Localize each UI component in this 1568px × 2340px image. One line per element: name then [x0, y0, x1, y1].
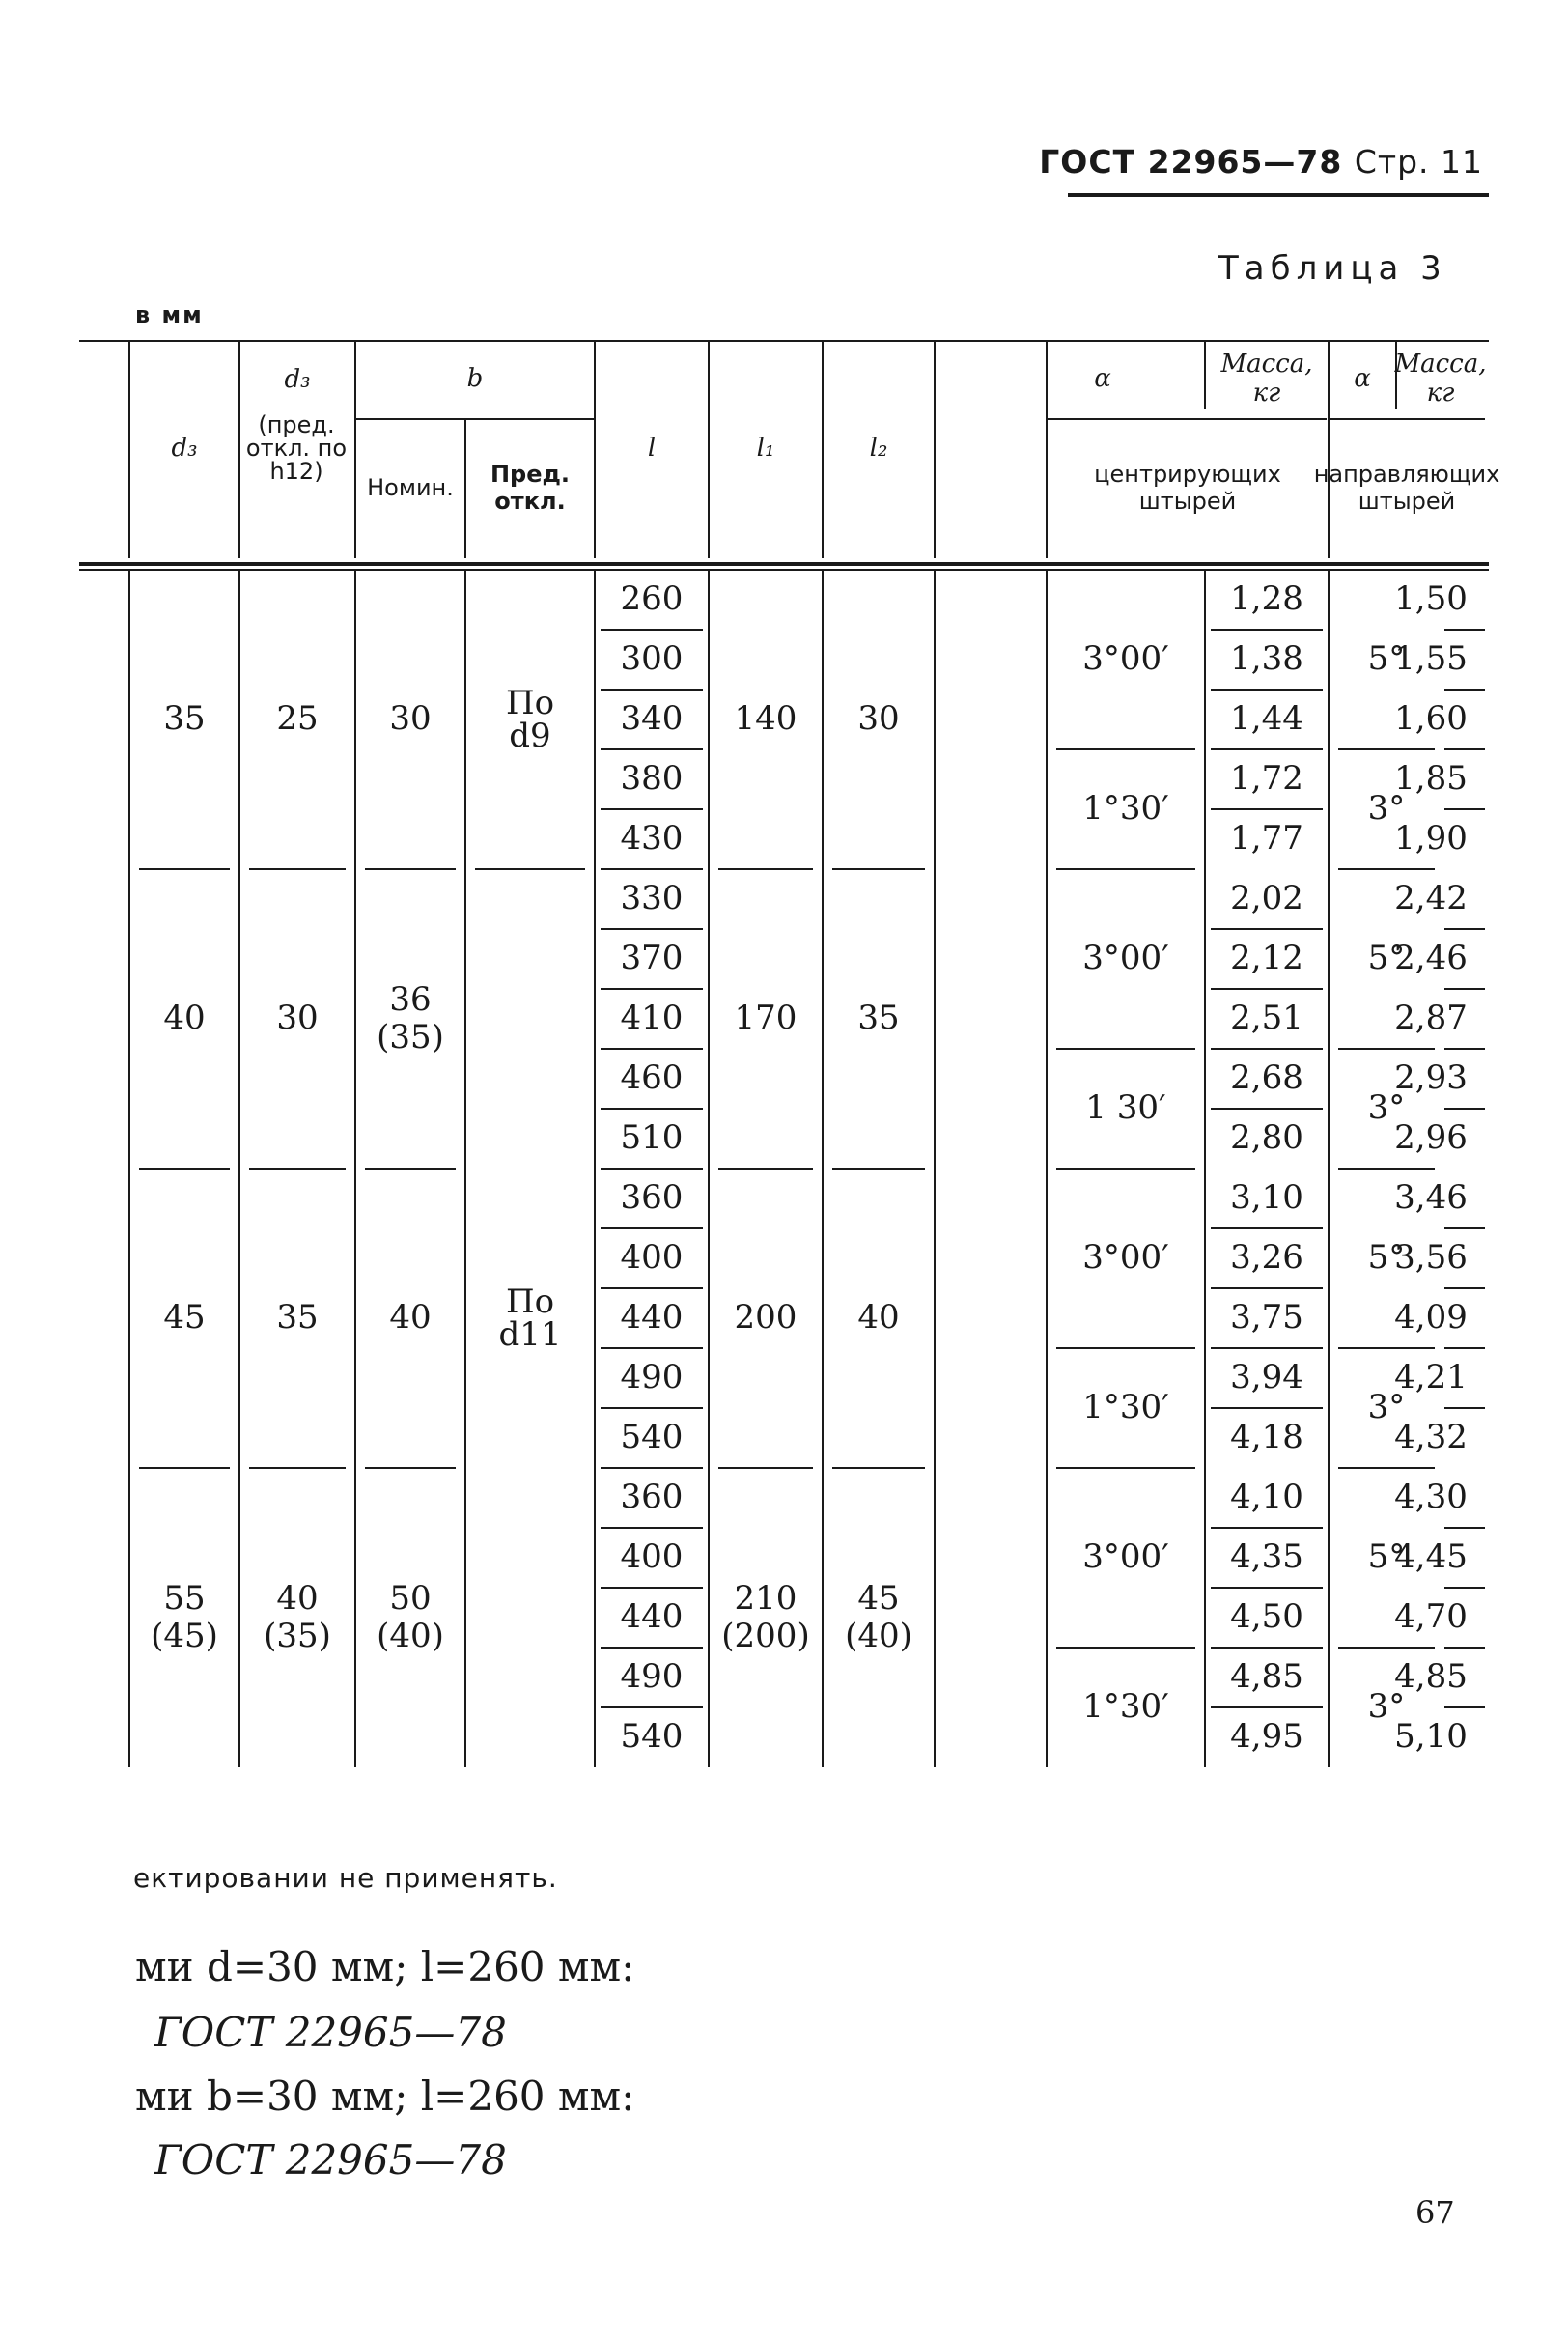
cell-mass-guide: 4,32 — [1394, 1418, 1468, 1457]
cell-d3: 40 (35) — [264, 1578, 331, 1655]
cell-b-dev: По d11 — [498, 1283, 562, 1354]
cell-alpha-center: 1°30′ — [1082, 1388, 1169, 1427]
cell-l: 440 — [620, 1298, 684, 1338]
cell-mass-center: 2,68 — [1230, 1058, 1303, 1098]
cell-d3: 30 — [276, 999, 319, 1038]
cell-alpha-guide: 3° — [1367, 1687, 1406, 1727]
cell-l2: 35 — [857, 999, 900, 1038]
cell-l: 360 — [620, 1178, 684, 1218]
cell-mass-center: 3,94 — [1230, 1358, 1303, 1397]
cell-l: 330 — [620, 879, 684, 918]
cell-mass-center: 1,72 — [1230, 759, 1303, 799]
cell-alpha-guide: 5° — [1367, 1238, 1406, 1278]
cell-mass-guide: 1,50 — [1394, 579, 1468, 619]
cell-l: 380 — [620, 759, 684, 799]
cell-l1: 140 — [734, 699, 798, 739]
cell-alpha-guide: 3° — [1367, 789, 1406, 829]
cell-d2: 35 — [163, 699, 206, 739]
example-2 — [135, 2072, 634, 2120]
cell-l2: 45 (40) — [845, 1578, 912, 1655]
cell-mass-center: 1,38 — [1230, 639, 1303, 679]
cell-alpha-guide: 5° — [1367, 639, 1406, 679]
cell-mass-guide: 4,70 — [1394, 1597, 1468, 1637]
cell-l: 360 — [620, 1478, 684, 1517]
cell-mass-guide: 2,46 — [1394, 939, 1468, 978]
cell-b-nom: 36 (35) — [377, 979, 444, 1057]
cell-mass-center: 2,02 — [1230, 879, 1303, 918]
header-centering: центрирующих штырей — [1094, 461, 1281, 515]
header-alpha-guide: α — [1354, 364, 1371, 394]
cell-alpha-center: 1°30′ — [1082, 789, 1169, 829]
cell-alpha-guide: 5° — [1367, 939, 1406, 978]
cell-mass-center: 3,10 — [1230, 1178, 1303, 1218]
cell-mass-center: 4,95 — [1230, 1717, 1303, 1757]
page-label: Стр. 11 — [1354, 143, 1483, 181]
page-header — [1039, 143, 1483, 181]
cell-alpha-center: 1°30′ — [1082, 1687, 1169, 1727]
note-text: ектировании не применять. — [133, 1862, 558, 1894]
cell-mass-center: 4,85 — [1230, 1657, 1303, 1697]
cell-d2: 40 — [163, 999, 206, 1038]
data-table — [79, 340, 1500, 1789]
cell-mass-center: 3,75 — [1230, 1298, 1303, 1338]
cell-l: 490 — [620, 1358, 684, 1397]
header-mass-center: Масса, кг — [1220, 350, 1313, 408]
standard-number: ГОСТ 22965—78 — [1039, 143, 1343, 181]
header-rule — [1068, 193, 1489, 197]
cell-alpha-guide: 5° — [1367, 1537, 1406, 1577]
cell-mass-guide: 1,90 — [1394, 819, 1468, 859]
page-number: 67 — [1415, 2194, 1455, 2231]
cell-l: 370 — [620, 939, 684, 978]
cell-mass-center: 3,26 — [1230, 1238, 1303, 1278]
example-2-standard: ГОСТ 22965—78 — [154, 2136, 507, 2184]
header-b: b — [466, 364, 484, 394]
cell-l: 340 — [620, 699, 684, 739]
header-d2: d₃ — [171, 434, 198, 464]
cell-l: 540 — [620, 1717, 684, 1757]
cell-mass-guide: 4,85 — [1394, 1657, 1468, 1697]
example-1-text: ми d=30 мм; l=260 мм: — [135, 1943, 635, 1990]
header-b-dev: Пред. откл. — [490, 461, 571, 515]
cell-alpha-center: 3°00′ — [1082, 1238, 1169, 1278]
header-l: l — [647, 434, 657, 464]
cell-d3: 25 — [276, 699, 319, 739]
cell-l: 430 — [620, 819, 684, 859]
cell-mass-center: 4,10 — [1230, 1478, 1303, 1517]
header-d3: d₃ — [284, 365, 311, 395]
units-label: в мм — [135, 301, 204, 328]
cell-mass-guide: 1,85 — [1394, 759, 1468, 799]
cell-b-nom: 50 (40) — [377, 1578, 444, 1655]
cell-l: 400 — [620, 1238, 684, 1278]
cell-l: 300 — [620, 639, 684, 679]
cell-mass-center: 4,35 — [1230, 1537, 1303, 1577]
cell-d3: 35 — [276, 1298, 319, 1338]
cell-alpha-center: 3°00′ — [1082, 939, 1169, 978]
cell-l: 410 — [620, 999, 684, 1038]
cell-mass-center: 1,28 — [1230, 579, 1303, 619]
cell-mass-guide: 2,93 — [1394, 1058, 1468, 1098]
cell-l: 460 — [620, 1058, 684, 1098]
cell-l: 540 — [620, 1418, 684, 1457]
cell-l: 400 — [620, 1537, 684, 1577]
cell-l1: 200 — [734, 1298, 798, 1338]
cell-d2: 45 — [163, 1298, 206, 1338]
cell-l: 510 — [620, 1118, 684, 1158]
header-alpha-center: α — [1094, 364, 1111, 394]
cell-b-nom: 40 — [389, 1298, 432, 1338]
header-l1: l₁ — [756, 434, 775, 464]
cell-l: 260 — [620, 579, 684, 619]
cell-l1: 170 — [734, 999, 798, 1038]
cell-mass-guide: 5,10 — [1394, 1717, 1468, 1757]
header-l2: l₂ — [869, 434, 888, 464]
cell-alpha-guide: 3° — [1367, 1088, 1406, 1128]
cell-alpha-center: 3°00′ — [1082, 1537, 1169, 1577]
cell-mass-guide: 3,56 — [1394, 1238, 1468, 1278]
example-2-text: ми b=30 мм; l=260 мм: — [135, 2072, 635, 2120]
cell-alpha-center: 1 30′ — [1085, 1088, 1166, 1128]
cell-mass-guide: 1,60 — [1394, 699, 1468, 739]
cell-l2: 30 — [857, 699, 900, 739]
cell-mass-center: 4,18 — [1230, 1418, 1303, 1457]
cell-mass-center: 2,51 — [1230, 999, 1303, 1038]
cell-mass-center: 2,12 — [1230, 939, 1303, 978]
cell-l2: 40 — [857, 1298, 900, 1338]
cell-b-dev: По d9 — [505, 684, 555, 755]
cell-l: 440 — [620, 1597, 684, 1637]
cell-l1: 210 (200) — [721, 1578, 810, 1655]
cell-mass-center: 4,50 — [1230, 1597, 1303, 1637]
header-b-nom: Номин. — [367, 474, 454, 502]
cell-mass-guide: 4,21 — [1394, 1358, 1468, 1397]
cell-mass-guide: 2,87 — [1394, 999, 1468, 1038]
cell-mass-center: 1,44 — [1230, 699, 1303, 739]
cell-mass-center: 1,77 — [1230, 819, 1303, 859]
header-mass-guide: Масса, кг — [1394, 350, 1487, 408]
header-d3-note: (пред. откл. по h12) — [245, 411, 348, 485]
cell-mass-guide: 4,30 — [1394, 1478, 1468, 1517]
table-caption: Таблица 3 — [1218, 249, 1447, 288]
cell-alpha-center: 3°00′ — [1082, 639, 1169, 679]
cell-mass-center: 2,80 — [1230, 1118, 1303, 1158]
example-1-standard: ГОСТ 22965—78 — [154, 2009, 507, 2056]
cell-mass-guide: 1,55 — [1394, 639, 1468, 679]
cell-b-nom: 30 — [389, 699, 432, 739]
cell-mass-guide: 4,45 — [1394, 1537, 1468, 1577]
cell-mass-guide: 2,96 — [1394, 1118, 1468, 1158]
cell-mass-guide: 3,46 — [1394, 1178, 1468, 1218]
cell-l: 490 — [620, 1657, 684, 1697]
header-guiding: направляющих штырей — [1313, 461, 1500, 515]
example-1 — [135, 1943, 634, 1990]
cell-mass-guide: 4,09 — [1394, 1298, 1468, 1338]
cell-mass-guide: 2,42 — [1394, 879, 1468, 918]
cell-d2: 55 (45) — [151, 1578, 218, 1655]
cell-alpha-guide: 3° — [1367, 1388, 1406, 1427]
